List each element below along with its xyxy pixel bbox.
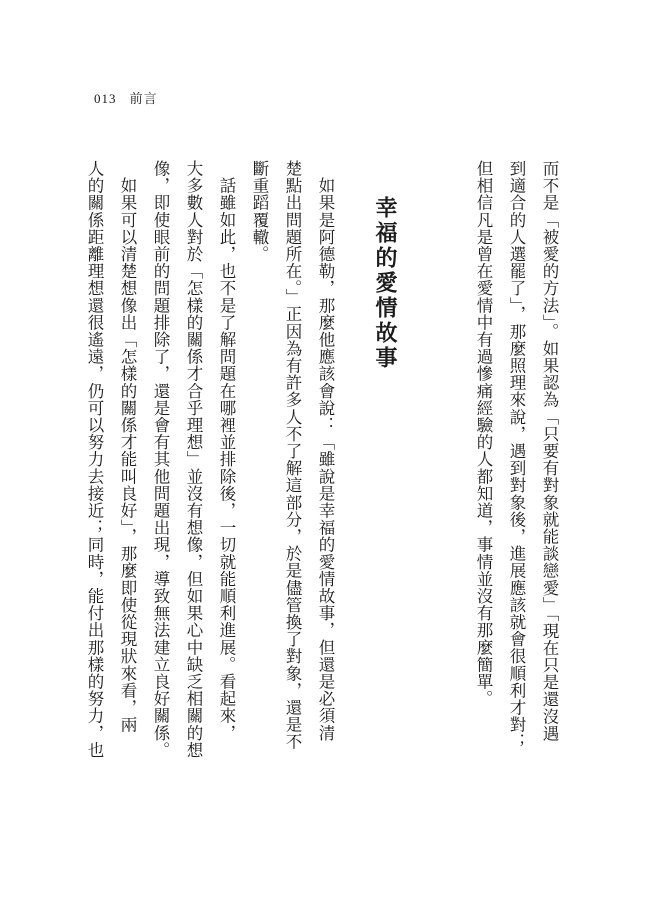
paragraph-column: 楚點出問題所在。」正因為有許多人不了解這部分，於是儘管換了對象，還是不	[283, 160, 302, 751]
paragraph-column: 如果可以清楚想像出「怎樣的關係才能叫良好」，那麼即使從現狀來看，兩	[118, 160, 137, 734]
paragraph-column: 但相信凡是曾在愛情中有過慘痛經驗的人都知道，事情並沒有那麼簡單。	[474, 160, 493, 708]
running-header	[94, 88, 158, 107]
section-title: 前言	[129, 92, 158, 107]
paragraph-column: 大多數人對於「怎樣的關係才合乎理想」並沒有想像，但如果心中缺乏相關的想	[184, 160, 203, 759]
paragraph-column: 到適合的人選罷了」，那麼照理來說，遇到對象後，進展應該就會很順利才對；	[507, 160, 526, 751]
paragraph-column: 斷重蹈覆轍。	[250, 160, 269, 263]
paragraph-column: 而不是「被愛的方法」。如果認為「只要有對象就能談戀愛」「現在只是還沒遇	[540, 160, 559, 742]
paragraph-column: 像，即使眼前的問題排除了，還是會有其他問題出現，導致無法建立良好關係。	[151, 160, 170, 759]
section-heading: 幸福的愛情故事	[372, 196, 398, 371]
paragraph-column: 如果是阿德勒，那麼他應該會說：「雖說是幸福的愛情故事，但還是必須清	[316, 160, 335, 742]
vertical-text-body	[85, 160, 562, 820]
paragraph-column: 話雖如此，也不是了解問題在哪裡並排除後，一切就能順利進展。看起來，	[217, 160, 236, 742]
paragraph-column: 人的關係距離理想還很遙遠，仍可以努力去接近；同時，能付出那樣的努力，也	[85, 160, 104, 759]
page-number: 013	[94, 91, 117, 106]
